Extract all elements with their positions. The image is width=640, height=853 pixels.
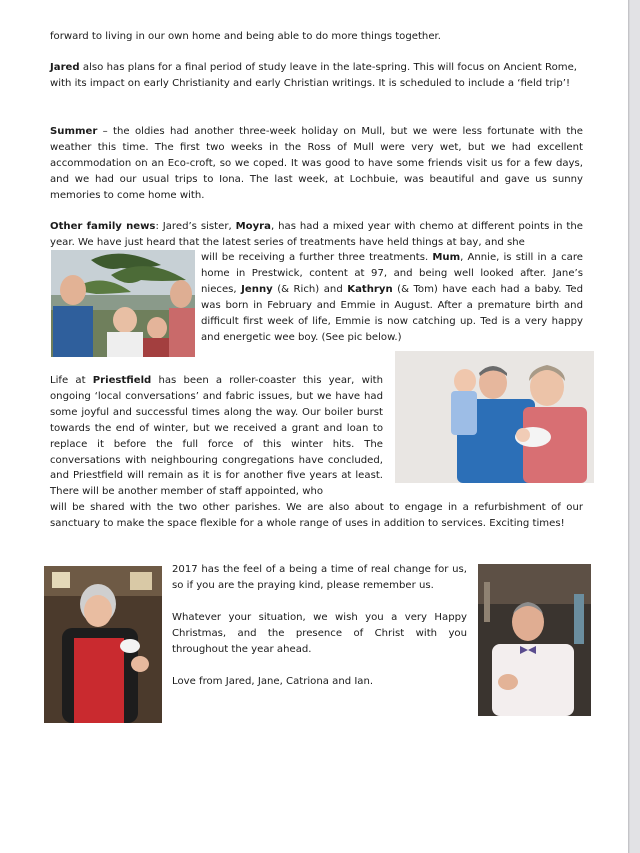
family-text-4: , Annie, is still in a care home in Prestwick, content at 97, and being well looked after. Jane’s nieces, [201,252,583,295]
family-text-6: (& Tom) have each had a baby. Ted was born in February and Emmie in August. After a premature birth and difficult first week of life, Emmie is now catching up. Ted is a very happy and energetic wee boy. (See pic below.) [201,283,583,343]
mum-name: Mum [432,252,461,263]
priestfield-text-2: has been a roller-coaster this year, with ongoing ‘local conversations’ and fabric issues, but we have had some joyful and successful times along the way. Our boiler burst towards the end of winter, but we received a grant and loan to replace it before the full force of this winter hits. The conversations with neighbouring congregations have concluded, and Priestfield will remain as it is for another five years at least. There will be another member of staff appointed, who [50,375,383,498]
priestfield-text-1: Life at [50,375,93,386]
signoff-text: Love from Jared, Jane, Catriona and Ian. [172,676,374,687]
summer-paragraph [50,124,583,204]
intro-tail-paragraph [50,29,583,45]
moyra-name: Moyra [235,221,271,232]
closing-change-paragraph [172,562,467,594]
priestfield-text-3: will be shared with the two other parishes. We are also about to engage in a refurbishment of our sanctuary to make the space flexible for a whole range of uses in addition to services. Exciting times! [50,502,583,529]
jared-paragraph [50,60,577,92]
family-text-2: , has had a mixed year with chemo at different points in the year. We have just heard that the latest series of treatments have held things at bay, and she [50,221,583,248]
jared-name: Jared [50,62,80,73]
signoff-paragraph [172,674,467,690]
priestfield-paragraph-top [50,373,383,500]
family-text-5: (& Rich) and [272,283,348,295]
family-text-3: will be receiving a further three treatments. [201,252,433,263]
family-paragraph-top [50,219,583,251]
family-heading: Other family news [50,221,156,232]
woman-teacup-photo [44,566,162,723]
family-group-photo [51,250,195,357]
intro-tail-text: forward to living in our own home and being able to do more things together. [50,31,441,42]
closing-wishes-text: Whatever your situation, we wish you a very Happy Christmas, and the presence of Christ with you throughout the year ahead. [172,612,467,655]
closing-change-text: 2017 has the feel of a being a time of real change for us, so if you are the praying kind, please remember us. [172,564,467,591]
closing-wishes-paragraph [172,610,467,658]
jenny-name: Jenny [241,283,273,295]
grandparents-babies-photo [395,351,594,483]
priestfield-name: Priestfield [92,375,152,386]
family-text-1: : Jared’s sister, [155,221,236,232]
priestfield-paragraph-bottom [50,500,583,532]
viewer-scroll-track[interactable] [630,0,640,853]
family-paragraph-wrap [201,250,583,345]
man-bowtie-photo [478,564,591,716]
summer-heading: Summer [50,126,98,137]
summer-text: – the oldies had another three-week holiday on Mull, but we were less fortunate with the weather this time. The first two weeks in the Ross of Mull were very wet, but we had excellent accommodation on an Eco-croft, so we coped. It was good to have some friends visit us for a few days, and we had our usual trips to Iona. The last week, at Lochbuie, was beautiful and gave us sunny memories to come home with. [50,126,583,201]
kathryn-name: Kathryn [347,283,393,295]
jared-text: also has plans for a final period of study leave in the late-spring. This will focus on Ancient Rome, with its impact on early Christianity and early Christian writings. It is scheduled to include a ‘field trip’! [50,62,577,89]
